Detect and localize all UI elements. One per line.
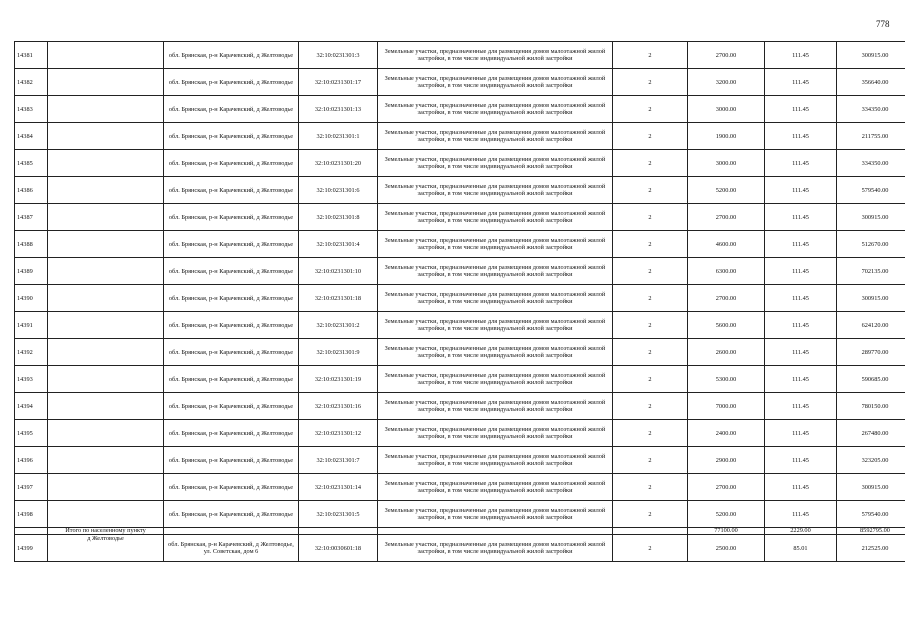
empty-cell (48, 393, 164, 420)
area-cell: 5300.00 (688, 366, 765, 393)
address-cell: обл. Брянская, р-н Карачевский, д Желтоводье, ул. Советская, дом 6 (164, 535, 299, 562)
cadastral-value-cell: 356640.00 (837, 69, 905, 96)
rate-cell: 111.45 (765, 447, 837, 474)
category-cell: 2 (613, 150, 688, 177)
category-cell: 2 (613, 501, 688, 528)
row-number-cell: 14386 (15, 177, 48, 204)
row-number-cell: 14388 (15, 231, 48, 258)
cadastral-number-cell: 32:10:0231301:17 (299, 69, 378, 96)
empty-cell (48, 177, 164, 204)
rate-cell: 111.45 (765, 285, 837, 312)
cadastral-number-cell: 32:10:0231301:9 (299, 339, 378, 366)
cadastral-value-cell: 300915.00 (837, 42, 905, 69)
address-cell: обл. Брянская, р-н Карачевский, д Желтоводье (164, 69, 299, 96)
cadastral-number-cell: 32:10:0231301:12 (299, 420, 378, 447)
cadastral-number-cell: 32:10:0231301:1 (299, 123, 378, 150)
row-number-cell: 14385 (15, 150, 48, 177)
area-cell: 3000.00 (688, 150, 765, 177)
area-cell: 3200.00 (688, 69, 765, 96)
table-row (15, 150, 905, 177)
address-cell: обл. Брянская, р-н Карачевский, д Желтоводье (164, 312, 299, 339)
row-number-cell: 14391 (15, 312, 48, 339)
land-use-cell: Земельные участки, предназначенные для размещения домов малоэтажной жилой застройки, в том числе индивидуальной жилой застройки (378, 474, 613, 501)
row-number-cell: 14381 (15, 42, 48, 69)
cadastral-number-cell: 32:10:0231301:8 (299, 204, 378, 231)
rate-cell: 111.45 (765, 339, 837, 366)
empty-cell (48, 285, 164, 312)
table-row (15, 393, 905, 420)
rate-cell: 111.45 (765, 420, 837, 447)
table-row (15, 96, 905, 123)
row-number-cell: 14390 (15, 285, 48, 312)
category-cell: 2 (613, 258, 688, 285)
table-row (15, 535, 905, 562)
row-number-cell: 14399 (15, 535, 48, 562)
area-cell: 2700.00 (688, 42, 765, 69)
category-cell: 2 (613, 393, 688, 420)
empty-cell (48, 312, 164, 339)
empty-cell (48, 42, 164, 69)
empty-cell (15, 528, 48, 535)
rate-cell: 111.45 (765, 42, 837, 69)
address-cell: обл. Брянская, р-н Карачевский, д Желтоводье (164, 366, 299, 393)
land-use-cell: Земельные участки, предназначенные для размещения домов малоэтажной жилой застройки, в том числе индивидуальной жилой застройки (378, 285, 613, 312)
area-cell: 5600.00 (688, 312, 765, 339)
row-number-cell: 14387 (15, 204, 48, 231)
rate-cell: 111.45 (765, 258, 837, 285)
land-use-cell: Земельные участки, предназначенные для размещения домов малоэтажной жилой застройки, в том числе индивидуальной жилой застройки (378, 42, 613, 69)
rate-cell: 111.45 (765, 177, 837, 204)
row-number-cell: 14383 (15, 96, 48, 123)
address-cell: обл. Брянская, р-н Карачевский, д Желтоводье (164, 420, 299, 447)
cadastral-number-cell: 32:10:0231301:2 (299, 312, 378, 339)
land-use-cell: Земельные участки, предназначенные для размещения домов малоэтажной жилой застройки, в том числе индивидуальной жилой застройки (378, 366, 613, 393)
address-cell: обл. Брянская, р-н Карачевский, д Желтоводье (164, 123, 299, 150)
cadastral-number-cell: 32:10:0030601:18 (299, 535, 378, 562)
row-number-cell: 14396 (15, 447, 48, 474)
category-cell: 2 (613, 123, 688, 150)
cadastral-value-cell: 300915.00 (837, 285, 905, 312)
area-cell: 5200.00 (688, 501, 765, 528)
rate-cell: 111.45 (765, 123, 837, 150)
table-row (15, 69, 905, 96)
category-cell: 2 (613, 535, 688, 562)
category-cell: 2 (613, 285, 688, 312)
land-use-cell: Земельные участки, предназначенные для размещения домов малоэтажной жилой застройки, в том числе индивидуальной жилой застройки (378, 150, 613, 177)
cadastral-value-cell: 334350.00 (837, 96, 905, 123)
address-cell: обл. Брянская, р-н Карачевский, д Желтоводье (164, 339, 299, 366)
land-use-cell: Земельные участки, предназначенные для размещения домов малоэтажной жилой застройки, в том числе индивидуальной жилой застройки (378, 258, 613, 285)
category-cell: 2 (613, 204, 688, 231)
area-cell: 3000.00 (688, 96, 765, 123)
category-cell: 2 (613, 339, 688, 366)
empty-cell (48, 96, 164, 123)
land-use-cell: Земельные участки, предназначенные для размещения домов малоэтажной жилой застройки, в том числе индивидуальной жилой застройки (378, 393, 613, 420)
category-cell: 2 (613, 366, 688, 393)
cadastral-value-cell: 579540.00 (837, 177, 905, 204)
cadastral-value-cell: 300915.00 (837, 474, 905, 501)
area-cell: 2700.00 (688, 285, 765, 312)
cadastral-value-cell: 702135.00 (837, 258, 905, 285)
table-row (15, 447, 905, 474)
cadastral-value-cell: 512670.00 (837, 231, 905, 258)
area-cell: 2400.00 (688, 420, 765, 447)
empty-cell (299, 528, 378, 535)
category-cell: 2 (613, 96, 688, 123)
cadastral-number-cell: 32:10:0231301:10 (299, 258, 378, 285)
category-cell: 2 (613, 312, 688, 339)
cadastral-value-cell: 334350.00 (837, 150, 905, 177)
cadastral-value-cell: 211755.00 (837, 123, 905, 150)
rate-cell: 111.45 (765, 150, 837, 177)
rate-cell: 111.45 (765, 366, 837, 393)
address-cell: обл. Брянская, р-н Карачевский, д Желтоводье (164, 447, 299, 474)
table-row (15, 312, 905, 339)
table-row (15, 420, 905, 447)
land-use-cell: Земельные участки, предназначенные для размещения домов малоэтажной жилой застройки, в том числе индивидуальной жилой застройки (378, 312, 613, 339)
table-body (15, 42, 905, 562)
empty-cell (48, 150, 164, 177)
page-number: 778 (876, 19, 890, 29)
address-cell: обл. Брянская, р-н Карачевский, д Желтоводье (164, 177, 299, 204)
category-cell: 2 (613, 474, 688, 501)
table-row (15, 204, 905, 231)
row-number-cell: 14397 (15, 474, 48, 501)
cadastral-value-cell: 267480.00 (837, 420, 905, 447)
total-label: Итого по населенному пункту (48, 528, 164, 535)
empty-cell (48, 258, 164, 285)
land-use-cell: Земельные участки, предназначенные для размещения домов малоэтажной жилой застройки, в том числе индивидуальной жилой застройки (378, 535, 613, 562)
table-row (15, 123, 905, 150)
category-cell: 2 (613, 420, 688, 447)
empty-cell (48, 339, 164, 366)
empty-cell (48, 231, 164, 258)
row-number-cell: 14398 (15, 501, 48, 528)
cadastral-number-cell: 32:10:0231301:3 (299, 42, 378, 69)
cadastral-number-cell: 32:10:0231301:16 (299, 393, 378, 420)
address-cell: обл. Брянская, р-н Карачевский, д Желтоводье (164, 204, 299, 231)
address-cell: обл. Брянская, р-н Карачевский, д Желтоводье (164, 285, 299, 312)
address-cell: обл. Брянская, р-н Карачевский, д Желтоводье (164, 42, 299, 69)
empty-cell (613, 528, 688, 535)
rate-cell: 111.45 (765, 96, 837, 123)
cadastral-number-cell: 32:10:0231301:18 (299, 285, 378, 312)
rate-cell: 111.45 (765, 312, 837, 339)
cadastral-number-cell: 32:10:0231301:20 (299, 150, 378, 177)
land-use-cell: Земельные участки, предназначенные для размещения домов малоэтажной жилой застройки, в том числе индивидуальной жилой застройки (378, 123, 613, 150)
area-cell: 4600.00 (688, 231, 765, 258)
empty-cell (48, 204, 164, 231)
cadastral-number-cell: 32:10:0231301:5 (299, 501, 378, 528)
empty-cell (48, 123, 164, 150)
cadastral-number-cell: 32:10:0231301:13 (299, 96, 378, 123)
land-use-cell: Земельные участки, предназначенные для размещения домов малоэтажной жилой застройки, в том числе индивидуальной жилой застройки (378, 339, 613, 366)
rate-cell: 111.45 (765, 393, 837, 420)
settlement-name: д Желтоводье (48, 535, 164, 562)
total-row (15, 528, 905, 535)
table-row (15, 285, 905, 312)
table-row (15, 258, 905, 285)
area-cell: 2700.00 (688, 474, 765, 501)
cadastral-value-cell: 300915.00 (837, 204, 905, 231)
table-row (15, 177, 905, 204)
address-cell: обл. Брянская, р-н Карачевский, д Желтоводье (164, 96, 299, 123)
cadastral-value-cell: 624120.00 (837, 312, 905, 339)
cadastral-value-cell: 590685.00 (837, 366, 905, 393)
category-cell: 2 (613, 177, 688, 204)
cadastral-value-table (14, 41, 905, 562)
land-use-cell: Земельные участки, предназначенные для размещения домов малоэтажной жилой застройки, в том числе индивидуальной жилой застройки (378, 177, 613, 204)
table-row (15, 231, 905, 258)
empty-cell (48, 69, 164, 96)
address-cell: обл. Брянская, р-н Карачевский, д Желтоводье (164, 258, 299, 285)
total-area: 77100.00 (688, 528, 765, 535)
empty-cell (48, 420, 164, 447)
row-number-cell: 14384 (15, 123, 48, 150)
total-value: 8592795.00 (837, 528, 905, 535)
cadastral-value-cell: 780150.00 (837, 393, 905, 420)
row-number-cell: 14389 (15, 258, 48, 285)
area-cell: 2500.00 (688, 535, 765, 562)
land-use-cell: Земельные участки, предназначенные для размещения домов малоэтажной жилой застройки, в том числе индивидуальной жилой застройки (378, 447, 613, 474)
empty-cell (48, 474, 164, 501)
cadastral-value-cell: 323205.00 (837, 447, 905, 474)
area-cell: 2700.00 (688, 204, 765, 231)
area-cell: 7000.00 (688, 393, 765, 420)
empty-cell (48, 501, 164, 528)
total-rate: 2229.00 (765, 528, 837, 535)
land-use-cell: Земельные участки, предназначенные для размещения домов малоэтажной жилой застройки, в том числе индивидуальной жилой застройки (378, 96, 613, 123)
land-use-cell: Земельные участки, предназначенные для размещения домов малоэтажной жилой застройки, в том числе индивидуальной жилой застройки (378, 204, 613, 231)
category-cell: 2 (613, 231, 688, 258)
rate-cell: 111.45 (765, 501, 837, 528)
row-number-cell: 14394 (15, 393, 48, 420)
rate-cell: 111.45 (765, 69, 837, 96)
row-number-cell: 14382 (15, 69, 48, 96)
rate-cell: 111.45 (765, 231, 837, 258)
land-use-cell: Земельные участки, предназначенные для размещения домов малоэтажной жилой застройки, в том числе индивидуальной жилой застройки (378, 501, 613, 528)
address-cell: обл. Брянская, р-н Карачевский, д Желтоводье (164, 393, 299, 420)
cadastral-number-cell: 32:10:0231301:7 (299, 447, 378, 474)
category-cell: 2 (613, 447, 688, 474)
cadastral-number-cell: 32:10:0231301:4 (299, 231, 378, 258)
cadastral-value-cell: 212525.00 (837, 535, 905, 562)
table-row (15, 339, 905, 366)
area-cell: 6300.00 (688, 258, 765, 285)
address-cell: обл. Брянская, р-н Карачевский, д Желтоводье (164, 231, 299, 258)
cadastral-number-cell: 32:10:0231301:6 (299, 177, 378, 204)
rate-cell: 111.45 (765, 474, 837, 501)
area-cell: 1900.00 (688, 123, 765, 150)
area-cell: 5200.00 (688, 177, 765, 204)
cadastral-number-cell: 32:10:0231301:19 (299, 366, 378, 393)
table-row (15, 42, 905, 69)
area-cell: 2900.00 (688, 447, 765, 474)
address-cell: обл. Брянская, р-н Карачевский, д Желтоводье (164, 150, 299, 177)
category-cell: 2 (613, 42, 688, 69)
cadastral-value-cell: 579540.00 (837, 501, 905, 528)
land-use-cell: Земельные участки, предназначенные для размещения домов малоэтажной жилой застройки, в том числе индивидуальной жилой застройки (378, 231, 613, 258)
empty-cell (164, 528, 299, 535)
empty-cell (48, 447, 164, 474)
row-number-cell: 14392 (15, 339, 48, 366)
table-row (15, 501, 905, 528)
address-cell: обл. Брянская, р-н Карачевский, д Желтоводье (164, 501, 299, 528)
area-cell: 2600.00 (688, 339, 765, 366)
empty-cell (378, 528, 613, 535)
land-use-cell: Земельные участки, предназначенные для размещения домов малоэтажной жилой застройки, в том числе индивидуальной жилой застройки (378, 420, 613, 447)
address-cell: обл. Брянская, р-н Карачевский, д Желтоводье (164, 474, 299, 501)
row-number-cell: 14395 (15, 420, 48, 447)
table-row (15, 474, 905, 501)
row-number-cell: 14393 (15, 366, 48, 393)
cadastral-number-cell: 32:10:0231301:14 (299, 474, 378, 501)
cadastral-value-cell: 289770.00 (837, 339, 905, 366)
rate-cell: 85.01 (765, 535, 837, 562)
category-cell: 2 (613, 69, 688, 96)
table-row (15, 366, 905, 393)
rate-cell: 111.45 (765, 204, 837, 231)
land-use-cell: Земельные участки, предназначенные для размещения домов малоэтажной жилой застройки, в том числе индивидуальной жилой застройки (378, 69, 613, 96)
empty-cell (48, 366, 164, 393)
